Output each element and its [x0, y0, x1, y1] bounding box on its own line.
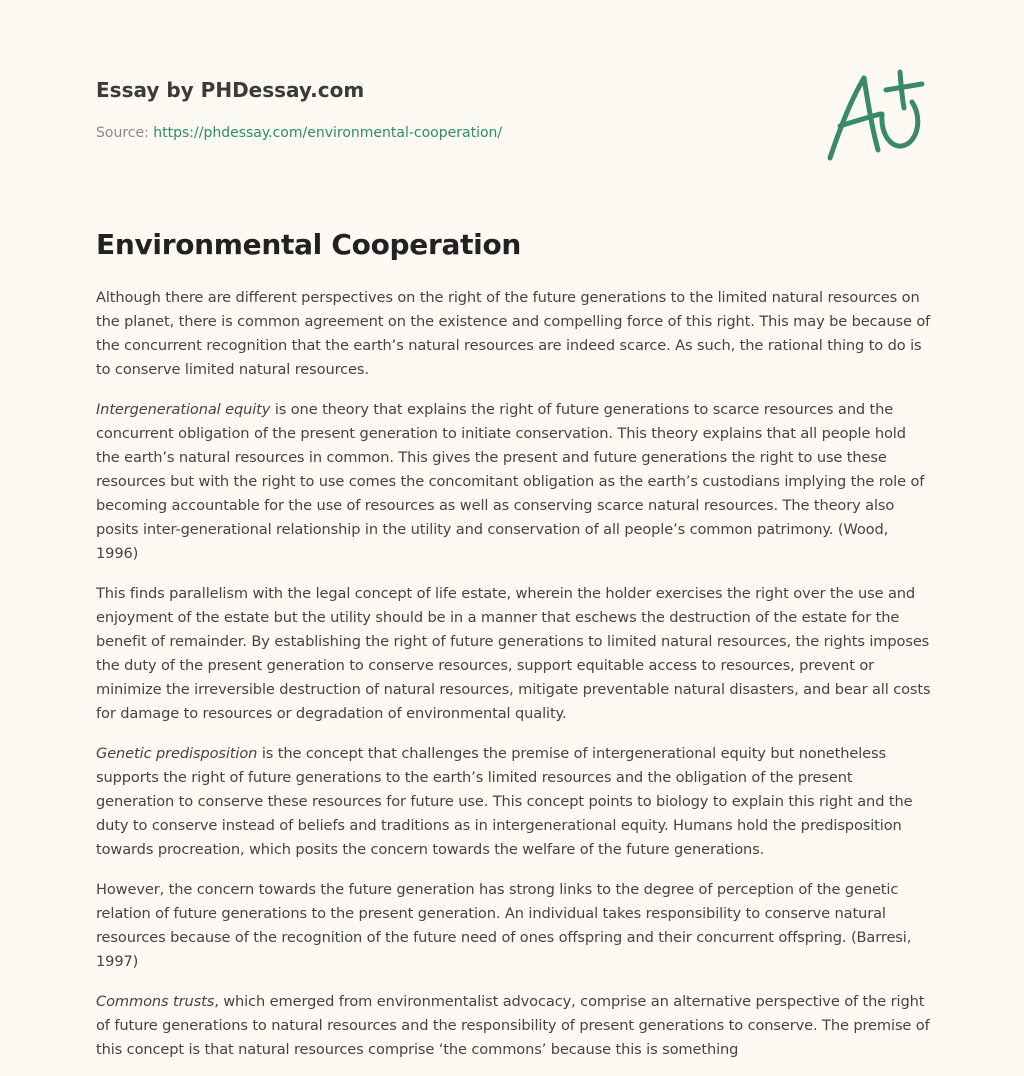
paragraph-text: is the concept that challenges the premise of intergenerational equity but nonetheless supports the right of future generations to the earth’s limited resources and the obligation of the present generation to conserve these resources for future use. This concept points to biology to explain this right and the duty to conserve instead of beliefs and traditions as in intergenerational equity. Humans hold the predisposition towards procreation, which posits the concern towards the welfare of the future generations.: [96, 745, 913, 858]
paragraph-text: is one theory that explains the right of future generations to scarce resources and the concurrent obligation of the present generation to initiate conservation. This theory explains that all people hold the earth’s natural resources in common. This gives the present and future generations the right to use these resources but with the right to use comes the concomitant obligation as the earth’s custodians implying the role of becoming accountable for the use of resources as well as conserving scarce natural resources. The theory also posits inter-generational relationship in the utility and conservation of all people’s common patrimony. (Wood, 1996): [96, 401, 925, 562]
source-label: Source:: [96, 125, 154, 141]
essay-paragraph-6: [96, 990, 932, 1062]
paragraph-text: , which emerged from environmentalist advocacy, comprise an alternative perspective of the right of future generations to natural resources and the responsibility of present generations to conserve. The premise of this concept is that natural resources comprise ‘the commons’ because this is something: [96, 993, 930, 1058]
paragraph-text: However, the concern towards the future generation has strong links to the degree of perception of the genetic relation of future generations to the present generation. An individual takes responsibility to conserve natural resources because of the recognition of the future need of ones offspring and their concurrent offspring. (Barresi, 1997): [96, 881, 912, 970]
essay-paragraph-3: [96, 582, 932, 726]
paragraph-text: Although there are different perspectives on the right of the future generations to the limited natural resources on the planet, there is common agreement on the existence and compelling force of this right. This may be because of the concurrent recognition that the earth’s natural resources are indeed scarce. As such, the rational thing to do is to conserve limited natural resources.: [96, 289, 931, 378]
essay-paragraph-5: [96, 878, 932, 974]
essay-paragraph-2: [96, 398, 932, 566]
source-line: [96, 123, 796, 143]
a-plus-logo-icon: [822, 68, 928, 164]
site-title: Essay by PHDessay.com: [96, 78, 365, 102]
essay-article: [96, 226, 932, 1076]
source-link[interactable]: https://phdessay.com/environmental-cooperation/: [153, 125, 503, 141]
paragraph-lead-term: Commons trusts: [96, 993, 215, 1010]
paragraph-lead-term: Intergenerational equity: [96, 401, 271, 418]
essay-paragraph-4: [96, 742, 932, 862]
essay-title: Environmental Cooperation: [96, 228, 522, 261]
essay-paragraph-1: [96, 286, 932, 382]
paragraph-text: This finds parallelism with the legal concept of life estate, wherein the holder exercises the right over the use and enjoyment of the estate but the utility should be in a manner that eschews the destruction of the estate for the benefit of remainder. By establishing the right of future generations to limited natural resources, the rights imposes the duty of the present generation to conserve resources, support equitable access to resources, prevent or minimize the irreversible destruction of natural resources, mitigate preventable natural disasters, and bear all costs for damage to resources or degradation of environmental quality.: [96, 585, 931, 722]
page-header: [96, 76, 796, 143]
paragraph-lead-term: Genetic predisposition: [96, 745, 258, 762]
